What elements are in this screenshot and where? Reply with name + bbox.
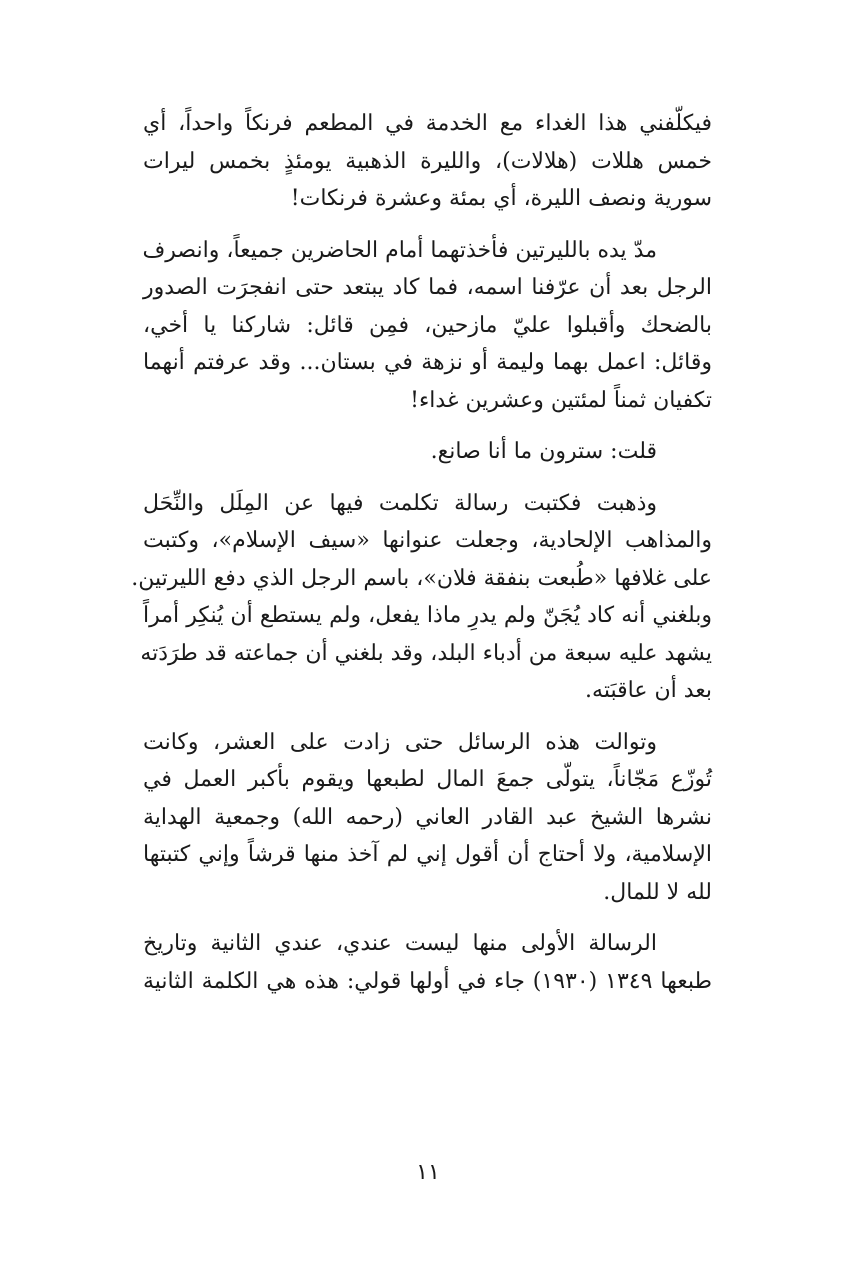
text-line: وقائل: اعمل بهما وليمة أو نزهة في بستان... وقد عرفتم أنهما — [143, 350, 712, 375]
text-line: قلت: سترون ما أنا صانع. — [430, 439, 657, 464]
text-line: والمذاهب الإلحادية، وجعلت عنوانها «سيف الإسلام»، وكتبت — [143, 528, 712, 553]
text-line: فيكلّفني هذا الغداء مع الخدمة في المطعم فرنكاً واحداً، أي — [143, 111, 712, 136]
text-line: الإسلامية، ولا أحتاج أن أقول إني لم آخذ منها قرشاً وإني كتبتها — [143, 842, 712, 867]
text-line: بعد أن عاقبَته. — [585, 678, 712, 703]
paragraph-2 — [143, 232, 712, 420]
paragraph-6 — [143, 925, 712, 1000]
text-line: يشهد عليه سبعة من أدباء البلد، وقد بلغني أن جماعته قد طرَدَته — [140, 640, 712, 666]
text-line: وبلغني أنه كاد يُجَنّ ولم يدرِ ماذا يفعل، ولم يستطع أن يُنكِر أمراً — [143, 603, 712, 628]
text-line: على غلافها «طُبعت بنفقة فلان»، باسم الرجل الذي دفع الليرتين. — [131, 565, 712, 591]
text-line: تكفيان ثمناً لمئتين وعشرين غداء! — [410, 387, 712, 413]
text-line: لله لا للمال. — [603, 879, 712, 905]
paragraph-5 — [143, 724, 712, 912]
paragraph-4 — [131, 485, 712, 710]
text-line: الرسالة الأولى منها ليست عندي، عندي الثانية وتاريخ — [143, 931, 657, 956]
paragraph-1 — [143, 105, 712, 218]
text-line: طبعها ١٣٤٩ (١٩٣٠) جاء في أولها قولي: هذه هي الكلمة الثانية — [143, 968, 712, 994]
text-line: سورية ونصف الليرة، أي بمئة وعشرة فرنكات! — [290, 186, 712, 211]
text-line: الرجل بعد أن عرّفنا اسمه، فما كاد يبتعد حتى انفجرَت الصدور — [143, 275, 712, 300]
body-text — [131, 105, 712, 1014]
text-line: وذهبت فكتبت رسالة تكلمت فيها عن المِلَل والنِّحَل — [143, 490, 657, 516]
text-line: خمس هللات (هلالات)، والليرة الذهبية يومئذٍ بخمس ليرات — [143, 148, 712, 174]
page-number: ١١ — [416, 1160, 440, 1185]
text-line: بالضحك وأقبلوا عليّ مازحين، فمِن قائل: شاركنا يا أخي، — [143, 312, 712, 338]
text-line: تُوزّع مَجّاناً، يتولّى جمعَ المال لطبعها ويقوم بأكبر العمل في — [143, 767, 712, 792]
text-line: نشرها الشيخ عبد القادر العاني (رحمه الله) وجمعية الهداية — [143, 804, 712, 830]
paragraph-3 — [143, 433, 712, 471]
text-line: مدّ يده بالليرتين فأخذتهما أمام الحاضرين جميعاً، وانصرف — [142, 237, 657, 263]
text-line: وتوالت هذه الرسائل حتى زادت على العشر، وكانت — [143, 729, 657, 755]
